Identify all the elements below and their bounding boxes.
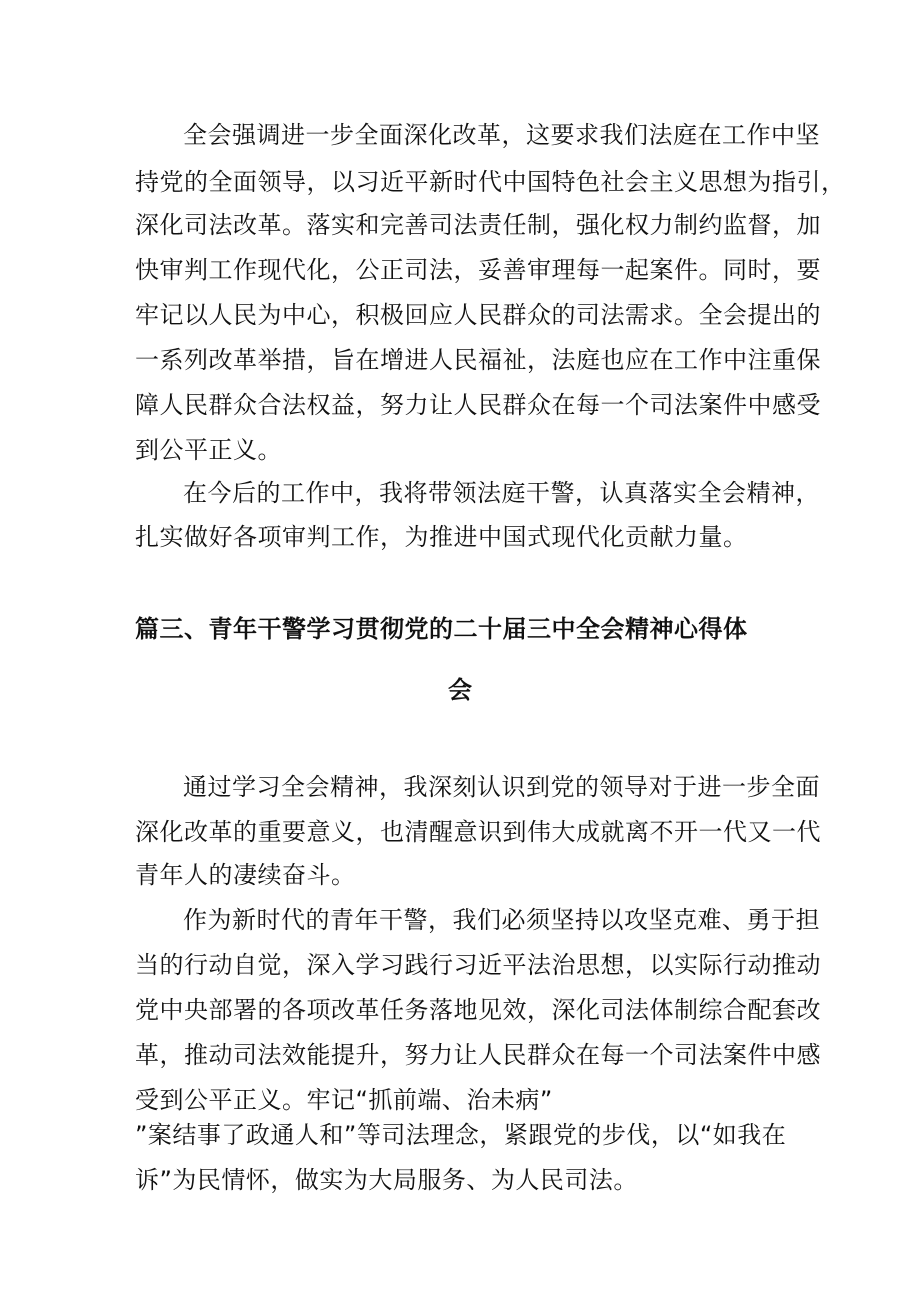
paragraph-line: 通过学习全会精神，我深刻认识到党的领导对于进一步全面: [183, 773, 820, 801]
paragraph-line: 障人民群众合法权益，努力让人民群众在每一个司法案件中感受: [135, 391, 821, 419]
section-heading-continuation: 会: [448, 676, 472, 704]
paragraph-line: 作为新时代的青年干警，我们必须坚持以攻坚克难、勇于担: [183, 906, 820, 934]
paragraph-line: 诉”为民情怀，做实为大局服务、为人民司法。: [135, 1166, 638, 1194]
paragraph-line: 持党的全面领导，以习近平新时代中国特色社会主义思想为指引，: [135, 168, 846, 196]
paragraph-line: 深化司法改革。落实和完善司法责任制，强化权力制约监督，加: [135, 211, 821, 239]
paragraph-line: 深化改革的重要意义，也清醒意识到伟大成就离不开一代又一代: [135, 818, 821, 846]
paragraph-line: ”案结事了政通人和”等司法理念，紧跟党的步伐，以“如我在: [135, 1121, 787, 1149]
paragraph-line: 在今后的工作中，我将带领法庭干警，认真落实全会精神，: [183, 479, 820, 507]
paragraph-line: 快审判工作现代化，公正司法，妥善审理每一起案件。同时，要: [135, 256, 821, 284]
paragraph-line: 受到公平正义。牢记“抓前端、治未病”: [135, 1086, 553, 1114]
paragraph-line: 全会强调进一步全面深化改革，这要求我们法庭在工作中坚: [183, 121, 820, 149]
paragraph-line: 一系列改革举措，旨在增进人民福祉，法庭也应在工作中注重保: [135, 346, 821, 374]
paragraph-line: 到公平正义。: [135, 436, 282, 464]
paragraph-line: 扎实做好各项审判工作，为推进中国式现代化贡献力量。: [135, 523, 748, 551]
section-heading: 篇三、青年干警学习贯彻党的二十届三中全会精神心得体: [135, 615, 748, 643]
paragraph-line: 当的行动自觉，深入学习践行习近平法治思想，以实际行动推动: [135, 951, 821, 979]
paragraph-line: 革，推动司法效能提升，努力让人民群众在每一个司法案件中感: [135, 1041, 821, 1069]
paragraph-line: 牢记以人民为中心，积极回应人民群众的司法需求。全会提出的: [135, 301, 821, 329]
paragraph-line: 党中央部署的各项改革任务落地见效，深化司法体制综合配套改: [135, 996, 821, 1024]
paragraph-line: 青年人的凄续奋斗。: [135, 861, 356, 889]
